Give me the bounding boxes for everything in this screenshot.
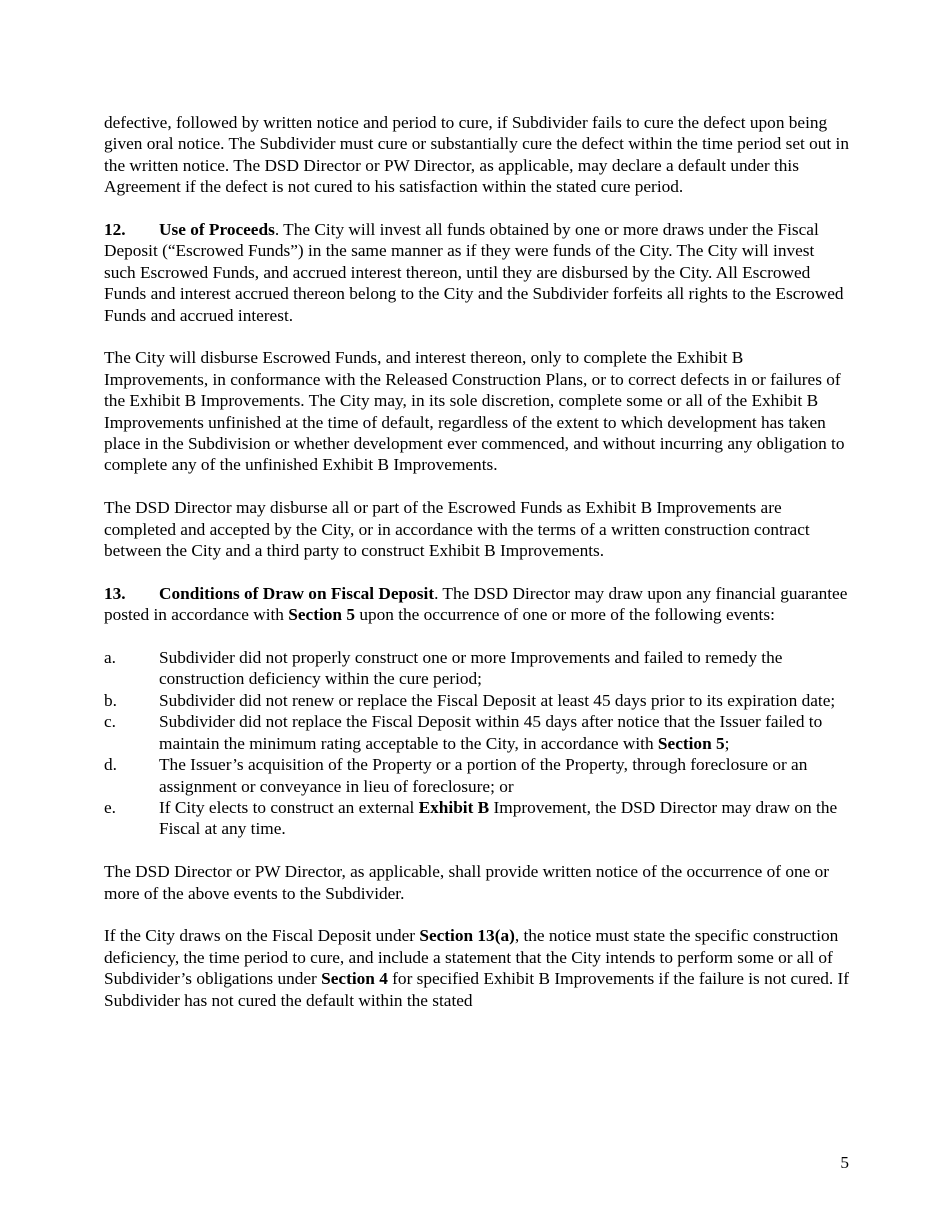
draw-conditions-list (104, 647, 850, 840)
section-13-intro-b: upon the occurrence of one or more of the following events: (355, 605, 775, 625)
list-item-e (104, 797, 850, 840)
list-ref-c: Section 5 (657, 733, 725, 753)
list-tail-e: Improvement, the DSD Director may draw on the Fiscal at any time. (159, 797, 838, 839)
list-marker-a: a. (104, 648, 116, 668)
list-marker-e: e. (104, 797, 116, 817)
last-text-c: for specified Exhibit B Improvements if the failure is not cured. If Subdivider has not cured the default within the stated (104, 969, 850, 1010)
section-12-paragraph-3: The DSD Director may disburse all or part of the Escrowed Funds as Exhibit B Improvements are completed and accepted by the City, or in accordance with the terms of a written construction contract between the City and a third party to construct Exhibit B Improvements. (104, 498, 810, 561)
section-13-intro-a: . The DSD Director may draw upon any financial guarantee posted in accordance with (104, 583, 848, 625)
section-13-number: 13. (104, 583, 126, 603)
list-item-c (104, 711, 850, 754)
list-text-a: Subdivider did not properly construct one or more Improvements and failed to remedy the construction deficiency within the cure period; (159, 648, 783, 689)
last-text-b: , the notice must state the specific construction deficiency, the time period to cure, and include a statement that the City intends to perform some or all of Subdivider’s obligations under (104, 926, 839, 989)
list-marker-c: c. (104, 712, 116, 732)
section-12-paragraph-2: The City will disburse Escrowed Funds, and interest thereon, only to complete the Exhibit B Improvements, in conformance with the Released Construction Plans, or to correct defects in or failures of the Exhibit B Improvements. The City may, in its sole discretion, complete some or all of the Exhibit B Improvements unfinished at the time of default, regardless of the extent to which development has taken place in the Subdivision or whether development ever commenced, and without incurring any obligation to complete any of the unfinished Exhibit B Improvements. (104, 348, 845, 475)
page-number: 5 (840, 1153, 849, 1172)
list-tail-c: ; (724, 733, 730, 753)
section-12-title: Use of Proceeds (159, 220, 275, 240)
list-item-d (104, 754, 850, 797)
list-marker-d: d. (104, 755, 117, 775)
list-text-d: The Issuer’s acquisition of the Property or a portion of the Property, through foreclosure or an assignment or conveyance in lieu of foreclosure; or (159, 755, 808, 796)
section-12-paragraph (104, 219, 850, 326)
section-12-number: 12. (104, 220, 126, 240)
section-5-reference: Section 5 (288, 605, 355, 625)
list-item-a (104, 647, 850, 690)
section-13-paragraph (104, 583, 850, 626)
list-text-e: If City elects to construct an external (159, 797, 419, 817)
list-marker-b: b. (104, 690, 117, 710)
document-page (104, 112, 850, 1032)
section-13a-reference: Section 13(a) (419, 926, 515, 946)
section-13-title: Conditions of Draw on Fiscal Deposit (159, 583, 435, 603)
list-text-c: Subdivider did not replace the Fiscal Deposit within 45 days after notice that the Issuer failed to maintain the minimum rating acceptable to the City, in accordance with (159, 712, 823, 753)
intro-paragraph: defective, followed by written notice and period to cure, if Subdivider fails to cure the defect upon being given oral notice. The Subdivider must cure or substantially cure the defect within the time period set out in the written notice. The DSD Director or PW Director, as applicable, may declare a default under this Agreement if the defect is not cured to his satisfaction within the stated cure period. (104, 113, 849, 197)
notice-paragraph: The DSD Director or PW Director, as applicable, shall provide written notice of the occurrence of one or more of the above events to the Subdivider. (104, 862, 830, 903)
list-ref-e: Exhibit B (418, 797, 490, 817)
section-4-reference: Section 4 (321, 969, 388, 989)
draw-notice-paragraph (104, 925, 850, 1011)
list-text-b: Subdivider did not renew or replace the Fiscal Deposit at least 45 days prior to its expiration date; (159, 690, 836, 710)
section-12-body: . The City will invest all funds obtained by one or more draws under the Fiscal Deposit (“Escrowed Funds”) in the same manner as if they were funds of the City. The City will invest such Escrowed Funds, and accrued interest thereon, until they are disbursed by the City. All Escrowed Funds and interest accrued thereon belong to the City and the Subdivider forfeits all rights to the Escrowed Funds and accrued interest. (104, 220, 844, 325)
list-item-b (104, 690, 850, 711)
last-text-a: If the City draws on the Fiscal Deposit under (104, 926, 420, 946)
